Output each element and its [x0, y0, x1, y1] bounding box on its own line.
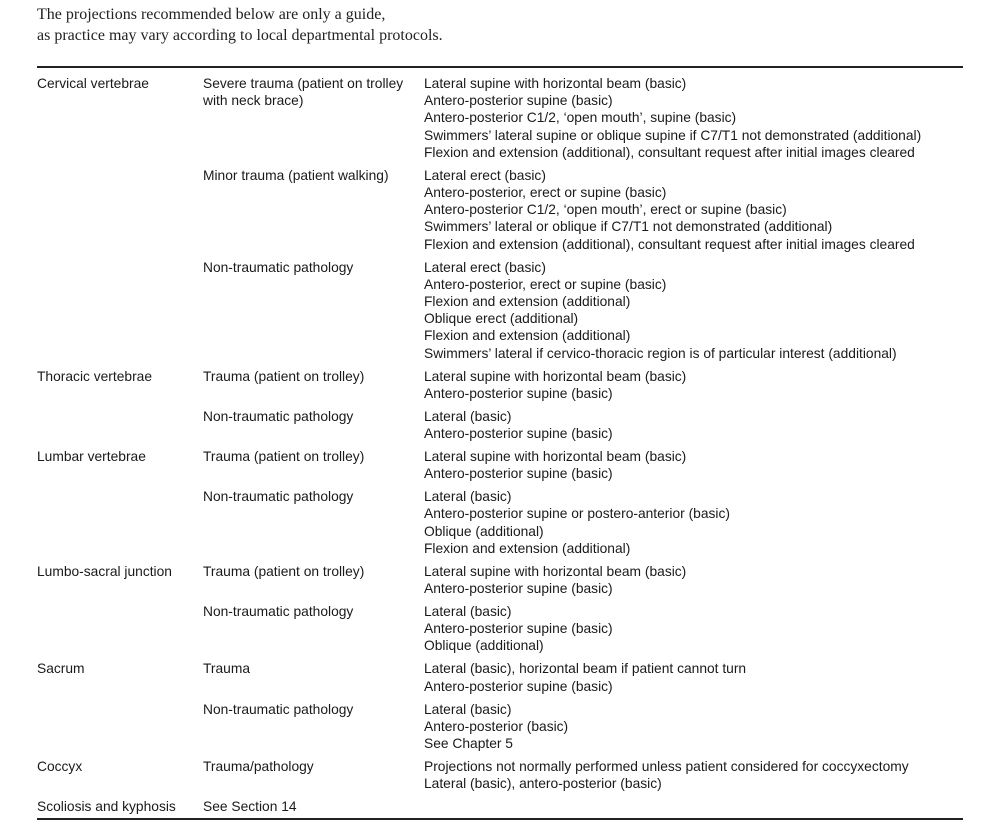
projection-line: Flexion and extension (additional) [424, 294, 631, 310]
region-cell: Coccyx [37, 759, 83, 775]
projections-cell [424, 368, 963, 402]
region-cell [37, 603, 203, 655]
projections-cell [424, 758, 963, 792]
projection-line: Antero-posterior C1/2, ‘open mouth’, erect or supine (basic) [424, 202, 787, 218]
table-row [37, 167, 963, 253]
intro-note [37, 4, 443, 46]
projection-line: Lateral supine with horizontal beam (basic) [424, 563, 687, 579]
projection-line: Antero-posterior supine (basic) [424, 581, 613, 597]
projection-line: Lateral (basic) [424, 408, 512, 424]
projection-line: Lateral (basic) [424, 701, 512, 717]
table-row [37, 259, 963, 362]
table-row [37, 368, 963, 402]
projections-cell [424, 701, 963, 753]
region-cell: Cervical vertebrae [37, 76, 149, 91]
indication-cell: Non-traumatic pathology [203, 259, 354, 275]
region-cell: Scoliosis and kyphosis [37, 799, 176, 815]
projections-cell [424, 75, 963, 161]
table-row [37, 75, 963, 161]
projection-line: Flexion and extension (additional), consultant request after initial images cleared [424, 144, 915, 160]
indication-cell: Non-traumatic pathology [203, 489, 354, 505]
table-row [37, 701, 963, 753]
region-cell [37, 408, 203, 442]
projection-line: Lateral erect (basic) [424, 259, 546, 275]
projection-line: See Chapter 5 [424, 736, 513, 752]
projections-cell [424, 448, 963, 482]
region-cell [37, 259, 203, 362]
projection-line: Lateral supine with horizontal beam (basic) [424, 76, 687, 91]
projection-line: Swimmers’ lateral if cervico-thoracic region is of particular interest (additional) [424, 345, 897, 361]
indication-cell: Non-traumatic pathology [203, 604, 354, 620]
intro-line-2: as practice may vary according to local departmental protocols. [37, 27, 443, 44]
table-row [37, 448, 963, 482]
projections-cell [424, 603, 963, 655]
projection-line: Lateral (basic), antero-posterior (basic) [424, 776, 662, 792]
projection-line: Flexion and extension (additional) [424, 540, 631, 556]
projection-line: Projections not normally performed unless patient considered for coccyxectomy [424, 759, 909, 775]
projection-line: Oblique (additional) [424, 638, 544, 654]
region-cell: Lumbo-sacral junction [37, 563, 172, 579]
projection-line: Flexion and extension (additional), consultant request after initial images cleared [424, 236, 915, 252]
projection-line: Lateral supine with horizontal beam (basic) [424, 449, 687, 465]
projection-line: Oblique (additional) [424, 523, 544, 539]
indication-cell: Minor trauma (patient walking) [203, 167, 389, 183]
table-bottom-rule [37, 818, 963, 820]
projection-line: Antero-posterior supine (basic) [424, 426, 613, 442]
region-cell [37, 488, 203, 557]
region-cell [37, 701, 203, 753]
projections-table [37, 75, 963, 815]
region-cell: Sacrum [37, 661, 85, 677]
table-row [37, 408, 963, 442]
indication-cell: Trauma/pathology [203, 759, 314, 775]
projection-line: Antero-posterior supine (basic) [424, 678, 613, 694]
projection-line: Antero-posterior supine (basic) [424, 93, 613, 109]
projections-cell [424, 167, 963, 253]
projection-line: Flexion and extension (additional) [424, 328, 631, 344]
projections-cell [424, 660, 963, 694]
table-row [37, 488, 963, 557]
projection-line: Lateral erect (basic) [424, 167, 546, 183]
intro-line-1: The projections recommended below are only a guide, [37, 6, 386, 23]
table-row [37, 603, 963, 655]
table-row [37, 660, 963, 694]
indication-cell: Non-traumatic pathology [203, 408, 354, 424]
region-cell [37, 167, 203, 253]
projections-cell [424, 488, 963, 557]
projections-cell [424, 563, 963, 597]
indication-cell: Trauma [203, 661, 251, 677]
indication-cell: Trauma (patient on trolley) [203, 449, 365, 465]
table-row [37, 758, 963, 792]
projection-line: Lateral (basic) [424, 604, 512, 620]
projection-line: Antero-posterior, erect or supine (basic) [424, 276, 667, 292]
region-cell: Lumbar vertebrae [37, 449, 146, 465]
projection-line: Antero-posterior supine (basic) [424, 621, 613, 637]
projections-cell [424, 798, 963, 815]
projection-line: Lateral (basic), horizontal beam if patient cannot turn [424, 661, 747, 677]
projection-line: Antero-posterior C1/2, ‘open mouth’, supine (basic) [424, 110, 737, 126]
table-row [37, 798, 963, 815]
indication-cell: Non-traumatic pathology [203, 701, 354, 717]
projection-line: Oblique erect (additional) [424, 311, 579, 327]
indication-cell: Trauma (patient on trolley) [203, 563, 365, 579]
projections-cell [424, 259, 963, 362]
projection-line: Swimmers’ lateral or oblique if C7/T1 not demonstrated (additional) [424, 219, 833, 235]
projection-line: Antero-posterior (basic) [424, 718, 569, 734]
table-top-rule [37, 66, 963, 68]
projection-line: Antero-posterior supine (basic) [424, 466, 613, 482]
region-cell: Thoracic vertebrae [37, 368, 153, 384]
projection-line: Antero-posterior supine or postero-anterior (basic) [424, 506, 730, 522]
projection-line: Lateral supine with horizontal beam (basic) [424, 368, 687, 384]
projection-line: Antero-posterior, erect or supine (basic) [424, 185, 667, 201]
projection-line: Lateral (basic) [424, 489, 512, 505]
indication-cell: See Section 14 [203, 799, 297, 815]
indication-cell: Trauma (patient on trolley) [203, 368, 365, 384]
projections-cell [424, 408, 963, 442]
projection-line: Swimmers’ lateral supine or oblique supine if C7/T1 not demonstrated (additional) [424, 127, 922, 143]
projection-line: Antero-posterior supine (basic) [424, 385, 613, 401]
table-row [37, 563, 963, 597]
indication-cell: Severe trauma (patient on trolley with neck brace) [203, 76, 404, 109]
